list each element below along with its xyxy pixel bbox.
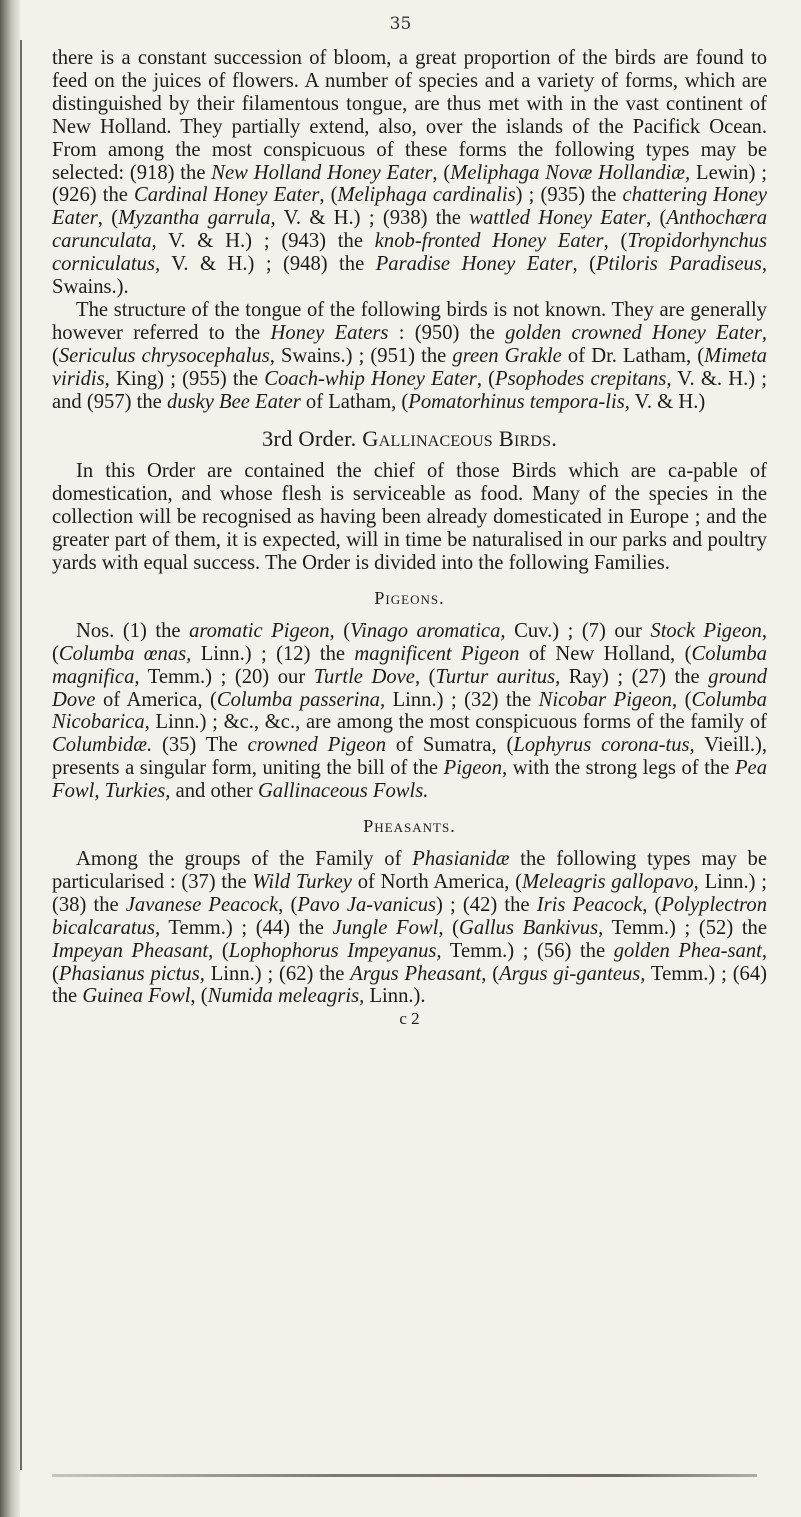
italic-name: crowned Pigeon (247, 734, 387, 757)
italic-name: Meliphaga Novæ Hollandiæ, (450, 161, 691, 184)
italic-name: Phasianidæ (412, 848, 510, 870)
text-run: , ( (476, 367, 496, 390)
text-run: Linn.) ; &c., &c., are among the most conspicuous forms of the family of (149, 711, 767, 734)
page-body (52, 47, 767, 1031)
text-run: , ( (208, 939, 229, 962)
italic-name: Numida meleagris, (207, 985, 365, 1008)
text-run: V. & H.) ; (948) the (160, 253, 376, 276)
text-run: Nos. (1) the (76, 619, 190, 642)
text-run: Linn.) ; (12) the (191, 642, 355, 665)
italic-name: Lophophorus Impeyanus, (228, 939, 442, 962)
section-heading-pheasants: Pheasants. (363, 816, 456, 837)
text-run: of North America, ( (351, 870, 523, 893)
italic-name: Columba Nicobarica, (52, 688, 767, 734)
gutter-binding-line (20, 40, 22, 1470)
italic-name: Impeyan Pheasant (52, 939, 209, 962)
text-run: of Dr. Latham, ( (561, 344, 705, 367)
text-run: Linn.). (364, 985, 426, 1008)
italic-name: Turtle Dove (313, 665, 415, 688)
text-run: , ( (278, 893, 298, 916)
text-run: In this Order are contained the chief of those Birds which are ca-pable of domestication, and whose flesh is serviceable as food. Many of the species in the collection will be recognised as having been already domesticated in Europe ; and the greater part of them, it is expected, will in time be naturalised in our parks and poultry yards with equal success. The Order is divided into the following Families. (52, 460, 767, 575)
text-run: V. & H.) (629, 390, 706, 413)
bottom-page-edge (52, 1474, 757, 1477)
text-run: V. &. H.) ; and (957) the (52, 367, 767, 413)
text-run: with the strong legs of the (507, 757, 735, 780)
italic-name: Turtur auritus, (435, 665, 561, 688)
text-run: ) ; (42) the (436, 893, 537, 916)
italic-name: Guinea Fowl (82, 985, 191, 1008)
book-gutter-shadow (0, 0, 20, 1517)
italic-name: Lophyrus corona-tus, (513, 734, 695, 757)
text-run: of Sumatra, ( (386, 734, 514, 757)
text-run: , ( (190, 985, 208, 1008)
text-run: there is a constant succession of bloom, a great proportion of the birds are found to feed on the juices of flowers. A number of species and a variety of forms, which are distinguished by their filamentous tongue, are thus met with in the vast continent of New Holland. They partially extend, also, over the islands of the Pacifick Ocean. From among the most conspicuous of these forms the following types may be selected: (918) the (52, 47, 767, 184)
text-run: , ( (329, 619, 351, 642)
text-run: ) ; (935) the (515, 184, 623, 207)
text-run: King) ; (955) the (109, 367, 265, 390)
text-run: of Latham, ( (300, 390, 409, 413)
text-run: Ray) ; (27) the (560, 665, 709, 688)
italic-name: golden crowned Honey Eater (505, 321, 762, 344)
text-run: , ( (52, 321, 767, 367)
italic-name: Argus Pheasant (350, 962, 482, 985)
text-run: : (950) the (388, 321, 506, 344)
text-run: Linn.) ; (38) the (52, 870, 767, 916)
text-run: of New Holland, ( (519, 642, 692, 665)
text-run: , ( (603, 230, 628, 253)
italic-name: Sericulus chrysocephalus, (58, 344, 275, 367)
text-run: , ( (52, 939, 768, 985)
section-heading-pigeons: Pigeons. (374, 587, 445, 608)
italic-name: Anthochæra carunculata, (52, 207, 768, 253)
text-run: of America, ( (95, 688, 217, 711)
italic-name: aromatic Pigeon (189, 619, 330, 642)
text-run: Swains.). (52, 276, 129, 299)
italic-name: Javanese Peacock (125, 893, 279, 916)
italic-name: Stock Pigeon (650, 619, 762, 642)
italic-name: Paradise Honey Eater (375, 253, 573, 276)
text-run: and other (170, 780, 258, 803)
italic-name: Pigeon, (443, 757, 508, 780)
italic-name: Psophodes crepitans, (495, 367, 672, 390)
text-run: Swains.) ; (951) the (274, 344, 453, 367)
italic-name: Ptiloris Paradiseus, (595, 253, 768, 276)
italic-name: Jungle Fowl (332, 916, 439, 939)
text-run: Linn.) ; (62) the (204, 962, 351, 985)
italic-name: Nicobar Pigeon (538, 688, 672, 711)
italic-name: Polyplectron bicalcaratus, (52, 893, 768, 939)
text-run: Among the groups of the Family of (76, 848, 413, 870)
text-run: Linn.) ; (32) the (385, 688, 539, 711)
italic-name: New Holland Honey Eater (211, 161, 433, 184)
italic-name: Phasianus pictus, (58, 962, 205, 985)
italic-name: Meliphaga cardinalis (337, 184, 516, 207)
order-heading-title: Gallinaceous Birds. (362, 425, 558, 451)
text-run: , ( (646, 207, 667, 230)
text-run: Temm.) ; (20) our (139, 665, 314, 688)
order-heading (52, 425, 767, 451)
paragraph-pigeons (52, 620, 767, 803)
paragraph-honey-eaters (52, 47, 767, 299)
italic-name: Mimeta viridis, (52, 344, 767, 390)
italic-name: green Grakle (452, 344, 562, 367)
italic-name: Tropidorhynchus corniculatus, (52, 230, 767, 276)
text-run: Temm.) ; (56) the (441, 939, 614, 962)
order-heading-prefix: 3rd Order. (261, 425, 357, 451)
text-run: the following types may be particularised : (37) the (52, 848, 767, 893)
text-run: , ( (642, 893, 662, 916)
italic-name: Meleagris gallopavo, (522, 870, 699, 893)
italic-name: Gallinaceous Fowls. (257, 780, 429, 803)
italic-name: Columba passerina, (216, 688, 386, 711)
italic-name: dusky Bee Eater (166, 390, 301, 413)
text-run: , ( (481, 962, 500, 985)
paragraph-pheasants (52, 848, 767, 1008)
italic-name: knob-fronted Honey Eater (374, 230, 604, 253)
italic-name: Coach-whip Honey Eater (264, 367, 477, 390)
italic-name: wattled Honey Eater (469, 207, 647, 230)
text-run: Temm.) ; (52) the (603, 916, 767, 939)
italic-name: Iris Peacock (536, 893, 643, 916)
text-run: V. & H.) ; (938) the (275, 207, 470, 230)
page-number: 35 (389, 14, 412, 34)
italic-name: Myzantha garrula, (118, 207, 276, 230)
text-run: Temm.) ; (64) the (52, 962, 767, 1008)
text-run: , ( (432, 161, 451, 184)
text-run: , ( (97, 207, 119, 230)
italic-name: Gallus Bankivus, (459, 916, 604, 939)
italic-name: chattering Honey Eater (52, 184, 768, 230)
paragraph-order-intro (52, 460, 767, 575)
text-run: V. & H.) ; (943) the (156, 230, 375, 253)
italic-name: magnificent Pigeon (354, 642, 520, 665)
italic-name: Honey Eaters (270, 321, 389, 344)
italic-name: Pomatorhinus tempora-lis, (408, 390, 630, 413)
text-run: (35) The (152, 734, 248, 757)
italic-name: Wild Turkey (252, 870, 352, 893)
italic-name: Pavo Ja-vanicus (297, 893, 437, 916)
italic-name: Columba magnifica, (52, 642, 767, 688)
italic-name: Columbidæ. (52, 734, 153, 757)
text-run: , ( (52, 619, 767, 665)
text-run: Lewin) ; (926) the (52, 161, 768, 207)
italic-name: ground Dove (52, 665, 767, 711)
italic-name: golden Phea-sant (613, 939, 762, 962)
text-run: , ( (671, 688, 692, 711)
text-run: , ( (572, 253, 596, 276)
italic-name: Argus gi-ganteus, (499, 962, 646, 985)
italic-name: Columba œnas, (58, 642, 192, 665)
text-run: Temm.) ; (44) the (160, 916, 333, 939)
text-run: , ( (438, 916, 460, 939)
text-run: The structure of the tongue of the following birds is not known. They are generally however referred to the (52, 298, 767, 344)
italic-name: Cardinal Honey Eater (134, 184, 320, 207)
paragraph-tongue-structure (52, 299, 767, 414)
text-run: Cuv.) ; (7) our (505, 619, 651, 642)
text-run: , ( (319, 184, 338, 207)
italic-name: Pea Fowl, Turkies, (52, 757, 767, 803)
italic-name: Vinago aromatica, (350, 619, 506, 642)
signature-mark: c 2 (399, 1009, 420, 1029)
text-run: Vieill.), presents a singular form, uniting the bill of the (52, 734, 768, 780)
text-run: , ( (414, 665, 436, 688)
